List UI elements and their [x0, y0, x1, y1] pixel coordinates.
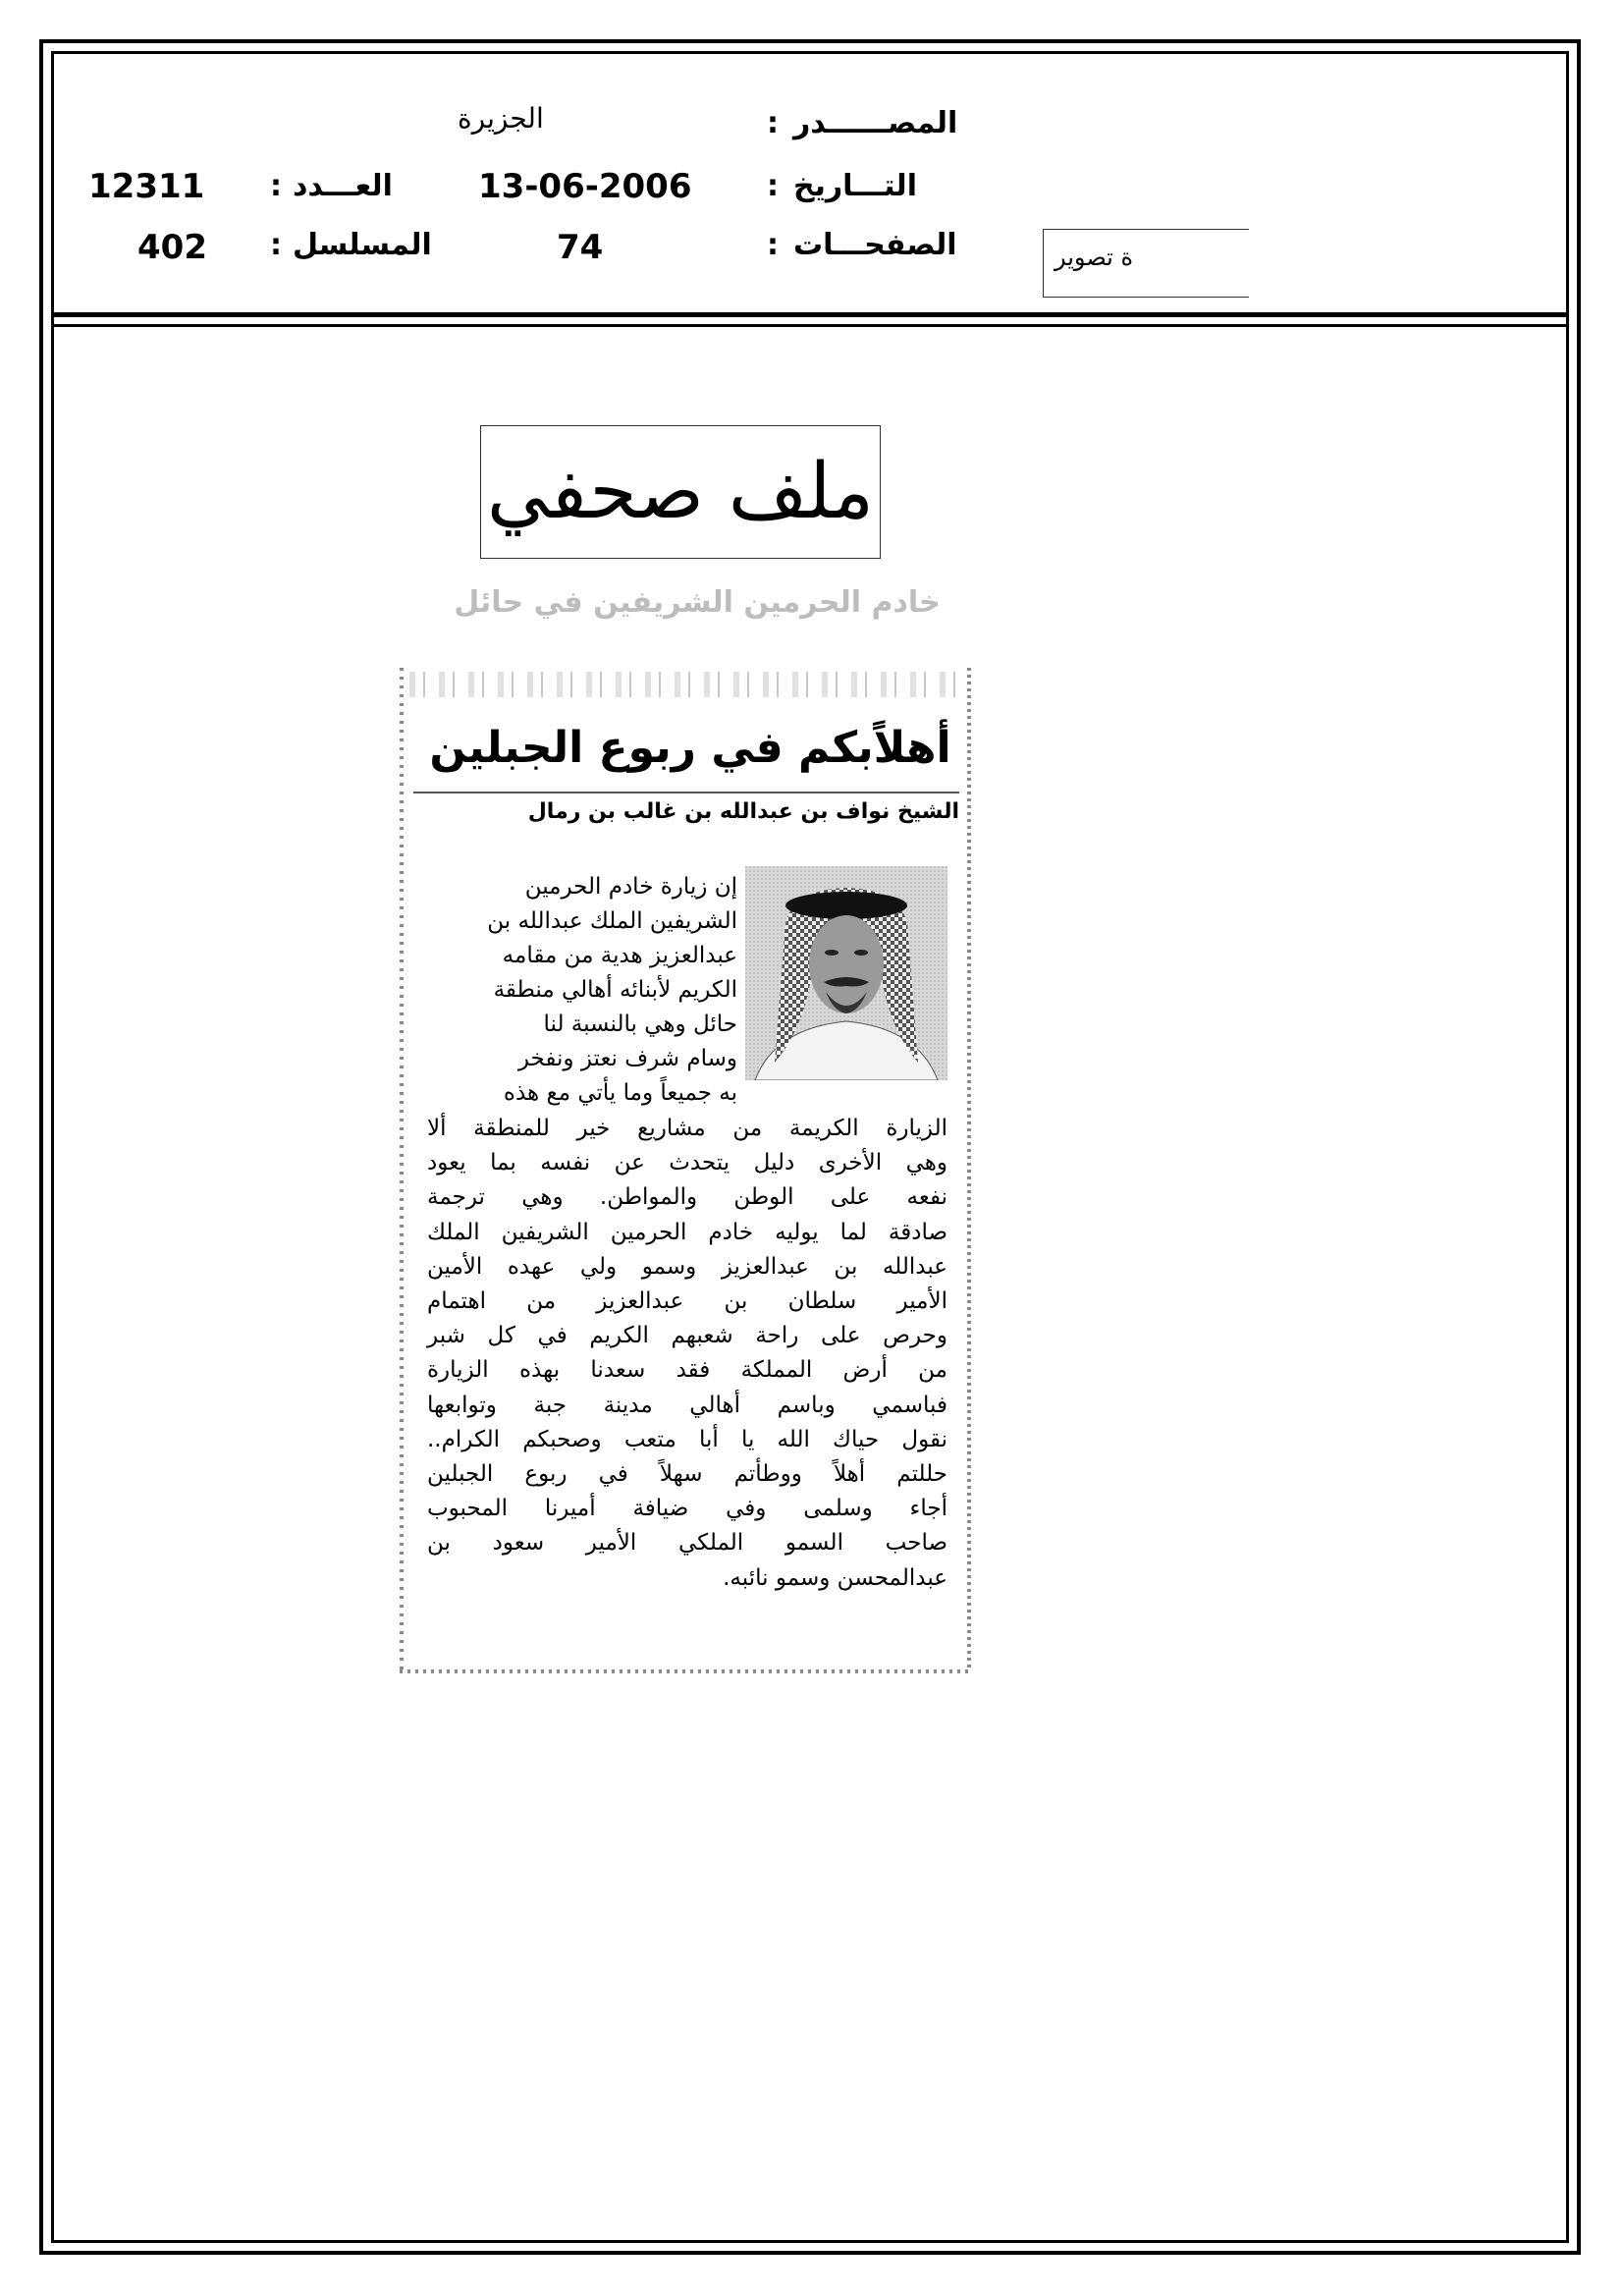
article-line: الكريم لأبنائه أهالي منطقة [493, 977, 737, 1003]
article-line: من أرض المملكة فقد سعدنا بهذه الزيارة [427, 1357, 947, 1384]
clipping-edge-left [400, 668, 404, 1673]
source-label: المصــــــدر [793, 106, 958, 140]
clipping-edge-bottom [400, 1669, 971, 1673]
title-box [480, 425, 881, 559]
article-line: وسام شرف نعتز ونفخر [517, 1046, 737, 1071]
article-headline: أهلاًبكم في ربوع الجبلين [429, 723, 951, 773]
issue-label: العـــدد [293, 169, 393, 203]
date-value: 13-06-2006 [478, 167, 692, 206]
date-colon: : [767, 169, 779, 203]
header-separator [51, 312, 1569, 317]
source-colon: : [767, 106, 779, 140]
source-value: الجزيرة [458, 102, 544, 135]
article-line: صادقة لما يوليه خادم الحرمين الشريفين الملك [427, 1219, 947, 1245]
article-line: حللتم أهلاً ووطأتم سهلاً في ربوع الجبلين [427, 1461, 947, 1488]
article-line: حائل وهي بالنسبة لنا [543, 1011, 737, 1037]
article-line: فباسمي وباسم أهالي مدينة جبة وتوابعها [427, 1392, 947, 1418]
article-byline: الشيخ نواف بن عبدالله بن غالب بن رمال [527, 799, 959, 824]
serial-value: 402 [137, 228, 207, 267]
article-line: صاحب السمو الملكي الأمير سعود بن [427, 1530, 947, 1557]
header-separator-thin [51, 324, 1569, 327]
serial-colon: : [270, 228, 282, 262]
article-line: وحرص على راحة شعبهم الكريم في كل شبر [427, 1323, 947, 1349]
photo-box-text: ة تصوير [1055, 244, 1134, 271]
page-title: ملف صحفي [486, 448, 875, 536]
article-line: عبدالله بن عبدالعزيز وسمو ولي عهده الأمين [427, 1253, 947, 1280]
page-subtitle: خادم الحرمين الشريفين في حائل [454, 585, 941, 620]
article-line: عبدالمحسن وسمو نائبه. [723, 1564, 947, 1591]
article-line: إن زيارة خادم الحرمين [524, 874, 737, 900]
article-line: الزيارة الكريمة من مشاريع خير للمنطقة ألا [427, 1116, 947, 1141]
pages-value: 74 [557, 228, 604, 267]
article-line: أجاء وسلمى وفي ضيافة أميرنا المحبوب [427, 1496, 947, 1522]
headline-rule [413, 792, 959, 793]
article-line: نقول حياك الله يا أبا متعب وصحبكم الكرام.. [427, 1426, 947, 1452]
issue-value: 12311 [88, 167, 205, 206]
newspaper-clipping [400, 668, 971, 1673]
serial-label: المسلسل [293, 228, 432, 262]
author-photo [745, 866, 947, 1080]
article-line: الشريفين الملك عبدالله بن [487, 908, 737, 934]
article-body-beside-photo [427, 870, 737, 1111]
clipping-scan-noise [409, 672, 959, 697]
clipping-edge-right [967, 668, 971, 1673]
article-body [427, 1112, 947, 1596]
article-line: به جميعاً وما يأتي مع هذه [503, 1080, 737, 1106]
article-line: الأمير سلطان بن عبدالعزيز من اهتمام [427, 1288, 947, 1315]
date-label: التـــاريخ [793, 169, 917, 203]
article-line: عبدالعزيز هدية من مقامه [502, 943, 737, 968]
pages-colon: : [767, 228, 779, 262]
article-line: وهي الأخرى دليل يتحدث عن نفسه بما يعود [427, 1150, 947, 1176]
issue-colon: : [270, 169, 282, 203]
article-line: نفعه على الوطن والمواطن. وهي ترجمة [427, 1184, 947, 1211]
pages-label: الصفحـــات [793, 228, 957, 262]
